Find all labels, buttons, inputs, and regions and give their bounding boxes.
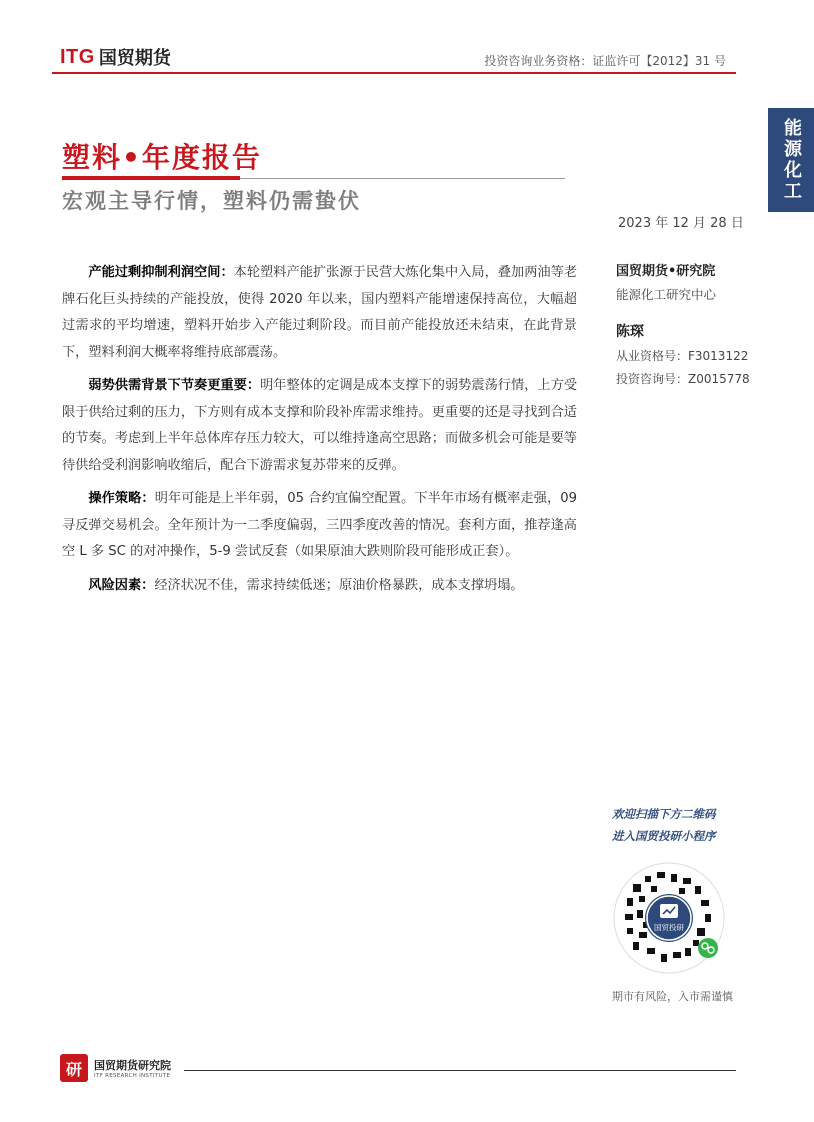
report-title: 塑料•年度报告 <box>62 141 262 174</box>
paragraph-lead: 操作策略： <box>88 491 155 506</box>
paragraph-risk <box>62 573 577 600</box>
author-sidebar <box>616 260 776 387</box>
report-date: 2023 年 12 月 28 日 <box>618 216 744 231</box>
paragraph-text: 经济状况不佳，需求持续低迷；原油价格暴跌，成本支撑坍塌。 <box>154 577 524 593</box>
qr-center-label: 国贸投研 <box>654 923 684 932</box>
risk-disclaimer: 期市有风险，入市需谨慎 <box>612 990 733 1003</box>
qr-caption-1: 欢迎扫描下方二维码 <box>612 807 716 821</box>
analyst-qual-1: 从业资格号：F3013122 <box>616 349 749 363</box>
paragraph-capacity <box>62 260 577 366</box>
category-tab: 能源化工 <box>768 108 814 212</box>
paragraph-text: 明年可能是上半年弱，05 合约宜偏空配置。下半年市场有概率走强，09 寻反弹交易机会。全年预计为一二季度偏弱，三四季度改善的情况。套利方面，推荐逢高空 L 多 SC 的对冲操作，5-9 尝试反套（如果原油大跌则阶段可能形成正套）。 <box>62 491 577 559</box>
paragraph-lead: 产能过剩抑制利润空间： <box>88 265 234 280</box>
paragraph-lead: 风险因素： <box>88 577 155 593</box>
analyst-name: 陈琛 <box>616 324 644 340</box>
footer-institute-cn: 国贸期货研究院 <box>94 1059 171 1072</box>
paragraph-text: 本轮塑料产能扩张源于民营大炼化集中入局，叠加两油等老牌石化巨头持续的产能投放，使得 2020 年以来，国内塑料产能增速保持高位，大幅超过需求的平均增速，塑料开始步入产能过剩阶段。而目前产能投放还未结束，在此背景下，塑料利润大概率将维持底部震荡。 <box>62 265 578 360</box>
paragraph-text: 明年整体的定调是成本支撑下的弱势震荡行情，上方受限于供给过剩的压力，下方则有成本支撑和阶段补库需求维持。更重要的还是寻找到合适的节奏。考虑到上半年总体库存压力较大，可以维持逢高空思路；而做多机会可能是要等待供给受利润影响收缩后，配合下游需求复苏带来的反弹。 <box>62 378 578 473</box>
footer-logo <box>60 1054 171 1082</box>
report-body <box>62 260 577 606</box>
paragraph-lead: 弱势供需背景下节奏更重要： <box>88 378 261 393</box>
title-underline-gray <box>240 178 565 179</box>
footer-divider <box>184 1070 736 1071</box>
header-divider <box>52 72 736 74</box>
title-underline-red <box>62 176 240 180</box>
footer-institute-en: ITF RESEARCH INSTITUTE <box>94 1073 171 1079</box>
qr-code-icon[interactable] <box>613 862 725 974</box>
sidebar-org: 国贸期货•研究院 <box>616 264 716 279</box>
sidebar-dept: 能源化工研究中心 <box>616 287 717 302</box>
paragraph-strategy <box>62 486 577 566</box>
logo-company-name: 国贸期货 <box>98 48 171 69</box>
header-logo <box>60 44 171 70</box>
qualification-text: 投资咨询业务资格：证监许可【2012】31 号 <box>484 54 726 68</box>
paragraph-rhythm <box>62 373 577 479</box>
report-subtitle: 宏观主导行情，塑料仍需蛰伏 <box>62 189 361 213</box>
qr-caption-2: 进入国贸投研小程序 <box>612 829 716 843</box>
logo-itg: ITG <box>60 45 95 68</box>
research-seal-icon: 研 <box>60 1054 88 1082</box>
footer-text <box>94 1057 171 1079</box>
analyst-qual-2: 投资咨询号：Z0015778 <box>616 372 750 386</box>
